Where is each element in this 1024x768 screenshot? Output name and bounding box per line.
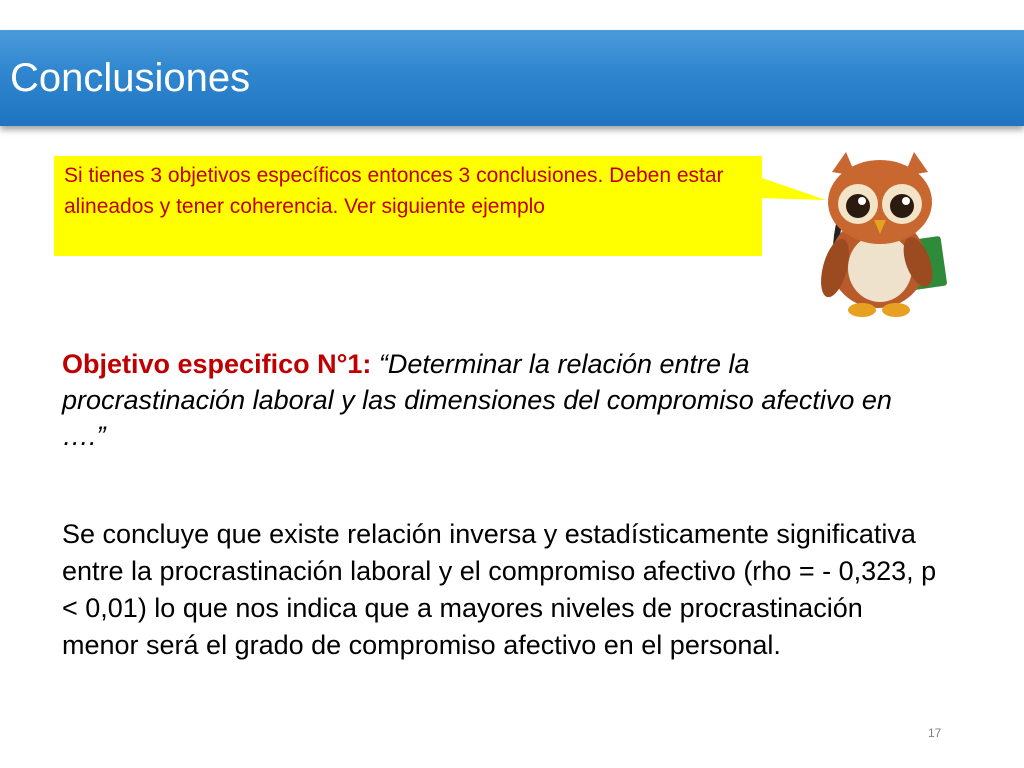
slide-title: Conclusiones — [10, 56, 251, 100]
callout-text: Si tienes 3 objetivos específicos entonces 3 conclusiones. Deben estar alineados y tener coherencia. Ver siguiente ejemplo — [64, 164, 724, 218]
callout-box — [54, 156, 762, 256]
owl-icon — [800, 150, 960, 325]
objective-text: “Determinar la relación entre la procrastinación laboral y las dimensiones del compromiso afectivo en ….” — [62, 349, 892, 451]
title-bar — [0, 30, 1024, 126]
objective-paragraph — [62, 346, 912, 454]
page-number: 17 — [928, 726, 942, 740]
conclusion-paragraph: Se concluye que existe relación inversa y estadísticamente significativa entre la procrastinación laboral y el compromiso afectivo (rho = - 0,323, p < 0,01) lo que nos indica que a mayores niveles de procrastinación menor será el grado de compromiso afectivo en el personal. — [62, 519, 937, 660]
objective-label: Objetivo especifico N°1: — [62, 349, 372, 379]
